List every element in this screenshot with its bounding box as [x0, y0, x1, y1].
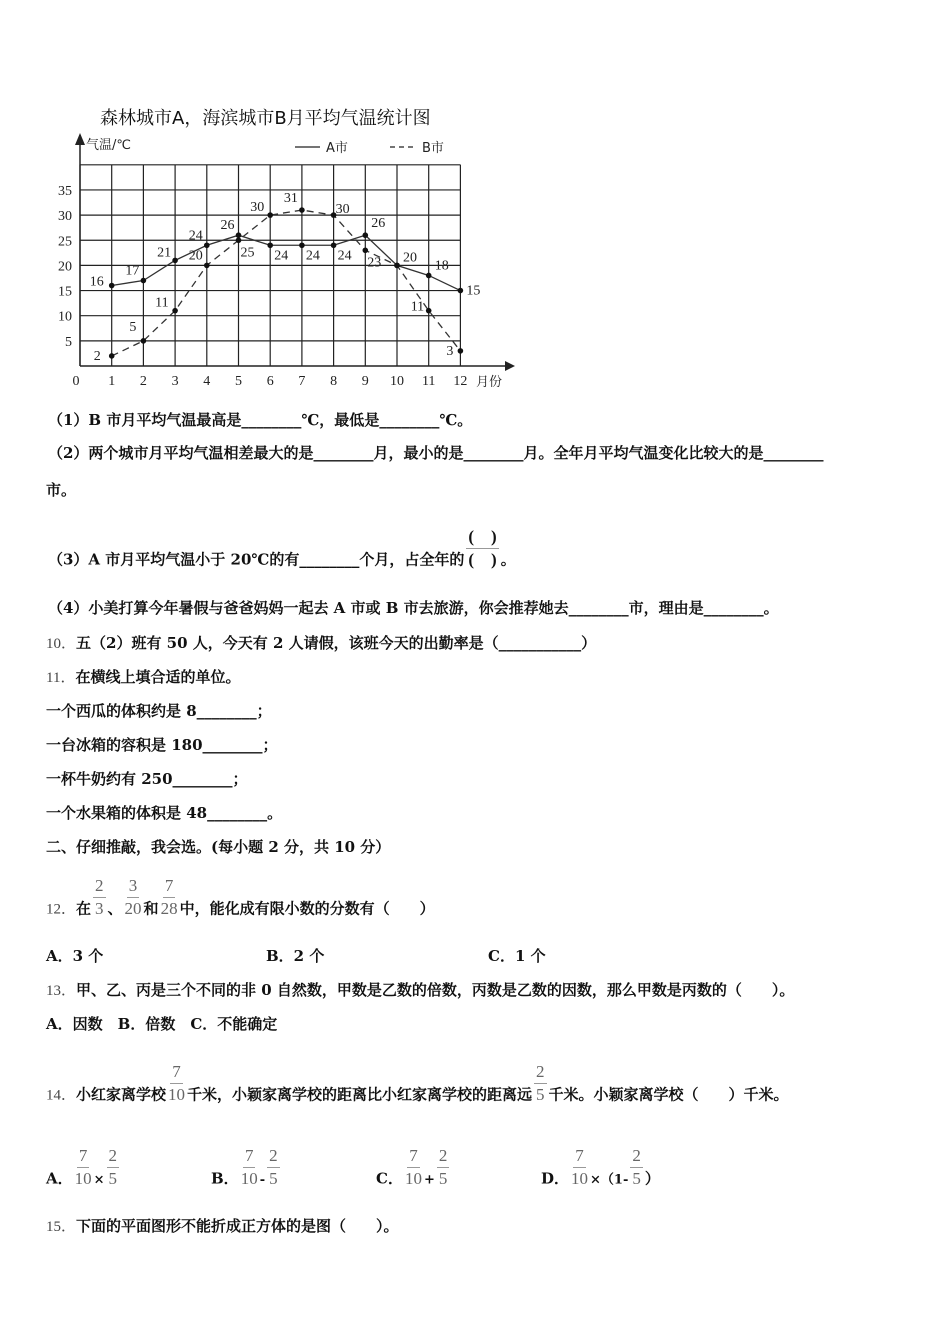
text: 小红家离学校 — [76, 1085, 167, 1104]
fraction-numerator: 2 — [630, 1145, 643, 1168]
text: 、 — [107, 899, 123, 918]
text: 千米，小颖家离学校的距离比小红家离学校的距离远 — [187, 1085, 533, 1104]
x-tick-label: 10 — [390, 374, 404, 389]
data-point — [267, 242, 273, 248]
q11-item: 一个水果箱的体积是 48________。 — [46, 804, 283, 822]
fraction-denominator: 10 — [571, 1169, 589, 1188]
data-point — [141, 338, 147, 344]
option-a[interactable]: A．3 个 — [46, 947, 104, 965]
data-point — [426, 308, 432, 314]
fraction-denominator: 20 — [124, 899, 142, 918]
fraction-denominator: 28 — [160, 899, 178, 918]
q9-part1: （1）B 市月平均气温最高是________℃，最低是________℃。 — [48, 411, 473, 429]
y-tick-label: 15 — [58, 284, 72, 300]
data-label: 11 — [410, 299, 425, 315]
data-point — [109, 353, 115, 359]
question-12 — [46, 876, 435, 932]
y-tick-label: 35 — [58, 183, 72, 199]
q9-part2: （2）两个城市月平均气温相差最大的是________月，最小的是________月。全年月平均气温变化比较大的是________ — [48, 444, 824, 462]
data-point — [236, 232, 242, 238]
data-label: 3 — [446, 343, 454, 359]
text: 在 — [76, 899, 92, 918]
fraction-denominator: 10 — [74, 1169, 92, 1188]
question-number: 11． — [46, 670, 76, 686]
x-tick-label: 8 — [330, 374, 338, 389]
data-label: 24 — [274, 248, 289, 264]
question-number: 15． — [46, 1219, 77, 1235]
option-c[interactable]: C．1 个 — [488, 947, 546, 965]
q11-item: 一个西瓜的体积约是 8________； — [46, 702, 272, 720]
x-tick-label: 11 — [421, 374, 436, 389]
fraction-denominator: 3 — [95, 899, 104, 918]
data-label: 30 — [335, 202, 350, 218]
fraction-denominator: 5 — [108, 1169, 118, 1188]
fraction-numerator: 7 — [163, 875, 176, 898]
question-number: 10． — [46, 636, 77, 652]
option-d[interactable] — [541, 1146, 660, 1202]
option-a[interactable] — [46, 1146, 121, 1202]
legend-a-label: A市 — [326, 141, 348, 156]
data-label: 24 — [305, 248, 320, 264]
text: 千米。小颖家离学校（ ）千米。 — [548, 1085, 789, 1104]
fraction-denominator: 10 — [240, 1169, 258, 1188]
q9-part4: （4）小美打算今年暑假与爸爸妈妈一起去 A 市或 B 市去旅游，你会推荐她去________市，理由是________。 — [48, 599, 779, 617]
data-label: 23 — [367, 255, 382, 271]
data-label: 21 — [157, 245, 172, 261]
data-label: 24 — [337, 248, 352, 264]
question-text: 五（2）班有 50 人，今天有 2 人请假，该班今天的出勤率是（___________） — [76, 634, 597, 652]
data-label: 26 — [371, 216, 386, 232]
x-tick-label: 0 — [72, 374, 80, 389]
data-point — [204, 263, 210, 269]
fraction-denominator: 5 — [269, 1169, 278, 1188]
y-tick-label: 25 — [58, 234, 72, 250]
operator: ×（1- — [590, 1172, 629, 1188]
data-point — [299, 242, 305, 248]
x-tick-label: 5 — [235, 374, 242, 389]
fraction-numerator: 2 — [93, 875, 106, 898]
operator: × — [93, 1172, 105, 1188]
x-tick-label: 3 — [171, 374, 179, 389]
option-label: C． — [376, 1169, 403, 1188]
y-tick-label: 30 — [58, 209, 72, 225]
x-axis-label: 月份 — [476, 375, 503, 390]
question-11 — [46, 667, 240, 688]
data-label: 20 — [403, 250, 417, 266]
fraction-numerator: 3 — [127, 875, 140, 898]
question-14 — [46, 1062, 789, 1118]
data-label: 5 — [129, 319, 137, 335]
fraction-denominator: 10 — [404, 1169, 422, 1188]
data-point — [267, 212, 273, 218]
y-tick-label: 20 — [58, 259, 72, 275]
data-label: 20 — [188, 248, 203, 264]
q9-part3-text: （3）A 市月平均气温小于 20℃的有________个月，占全年的 — [48, 550, 465, 569]
option-b[interactable]: B．2 个 — [266, 947, 325, 965]
fraction-numerator: 7 — [243, 1145, 256, 1168]
data-point — [236, 237, 242, 243]
x-tick-label: 2 — [139, 374, 147, 389]
data-point — [458, 288, 464, 294]
option-c[interactable] — [376, 1146, 451, 1202]
fraction-numerator: 7 — [77, 1145, 90, 1168]
data-point — [458, 348, 464, 354]
option-label: D． — [541, 1169, 570, 1188]
option-label: A． — [46, 1169, 73, 1188]
question-text: 下面的平面图形不能折成正方体的是图（ ）。 — [76, 1217, 399, 1235]
x-axis-arrow-icon — [505, 361, 515, 371]
y-axis-label: 气温/℃ — [86, 138, 131, 153]
question-number: 14． — [46, 1087, 77, 1104]
data-label: 26 — [220, 218, 235, 234]
temperature-line-chart — [0, 0, 950, 400]
data-point — [394, 263, 400, 269]
operator: - — [259, 1172, 266, 1188]
question-15 — [46, 1216, 399, 1237]
data-point — [331, 242, 337, 248]
data-point — [204, 242, 210, 248]
data-point — [299, 207, 305, 213]
x-tick-label: 9 — [361, 374, 369, 389]
fraction-numerator: 2 — [107, 1145, 120, 1168]
fraction-numerator: 7 — [170, 1061, 183, 1084]
data-point — [363, 248, 369, 254]
data-point — [363, 232, 369, 238]
fraction-numerator: 2 — [267, 1145, 280, 1168]
fraction-numerator: ( ) — [466, 526, 498, 549]
data-point — [172, 308, 178, 314]
legend-b-label: B市 — [422, 141, 444, 156]
data-label: 11 — [155, 295, 169, 311]
data-label: 25 — [240, 245, 255, 261]
q9-part3-end: 。 — [500, 550, 516, 569]
fraction-denominator: 5 — [438, 1169, 448, 1188]
x-tick-label: 6 — [266, 374, 274, 389]
fraction-denominator: 10 — [168, 1085, 186, 1104]
x-tick-label: 4 — [203, 374, 211, 389]
question-text: 甲、乙、丙是三个不同的非 0 自然数，甲数是乙数的倍数，丙数是乙数的因数，那么甲数是丙数的（ ）。 — [76, 981, 795, 999]
option-b[interactable] — [211, 1146, 282, 1202]
data-label: 17 — [125, 263, 140, 279]
section-heading: 二、仔细推敲，我会选。(每小题 2 分，共 10 分） — [46, 838, 391, 856]
data-label: 24 — [188, 228, 203, 244]
data-label: 15 — [466, 283, 481, 299]
x-tick-label: 1 — [108, 374, 116, 389]
fraction-denominator: 5 — [536, 1085, 545, 1104]
fraction-numerator: 7 — [407, 1145, 420, 1168]
data-label: 18 — [434, 258, 449, 274]
x-tick-label: 12 — [453, 374, 468, 389]
data-point — [426, 273, 432, 279]
q9-part2-end: 市。 — [46, 481, 77, 499]
x-tick-label: 7 — [298, 374, 306, 389]
data-label: 16 — [89, 274, 104, 290]
text: 和 — [143, 899, 159, 918]
data-point — [172, 258, 178, 264]
question-10 — [46, 633, 596, 654]
fraction-denominator: 5 — [632, 1169, 641, 1188]
q9-part3 — [48, 527, 516, 583]
operator: + — [423, 1172, 435, 1188]
option-label: B． — [211, 1169, 239, 1188]
fraction-numerator: 7 — [573, 1145, 586, 1168]
q11-item: 一台冰箱的容积是 180________； — [46, 736, 278, 754]
fraction-numerator: 2 — [534, 1061, 547, 1084]
data-point — [109, 283, 115, 289]
q13-options[interactable]: A．因数 B．倍数 C．不能确定 — [46, 1015, 278, 1033]
fraction-denominator: ( ) — [468, 550, 497, 569]
data-label: 30 — [250, 200, 265, 216]
y-tick-label: 10 — [58, 309, 72, 325]
text: 中，能化成有限小数的分数有（ ） — [179, 899, 435, 918]
q11-item: 一杯牛奶约有 250________； — [46, 770, 248, 788]
series-line-b — [112, 210, 461, 356]
fraction-numerator: 2 — [437, 1145, 450, 1168]
data-label: 2 — [93, 348, 101, 364]
question-text: 在横线上填合适的单位。 — [75, 668, 241, 686]
question-13 — [46, 980, 794, 1001]
y-axis-arrow-icon — [75, 133, 85, 145]
chart-title: 森林城市A，海滨城市B月平均气温统计图 — [100, 108, 431, 129]
data-point — [141, 278, 147, 284]
question-number: 13． — [46, 983, 77, 999]
text: ） — [644, 1169, 660, 1188]
question-number: 12． — [46, 901, 77, 918]
y-tick-label: 5 — [65, 334, 72, 350]
data-label: 31 — [283, 191, 298, 207]
